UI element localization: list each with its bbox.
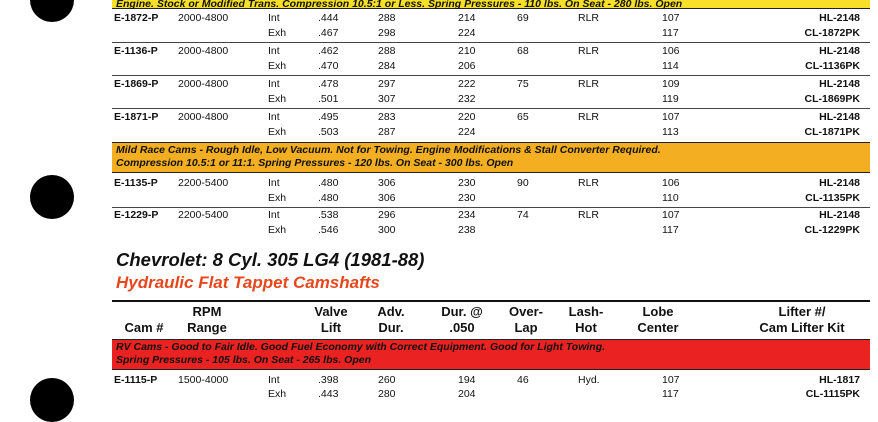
band-text: RV Cams - Good to Fair Idle. Good Fuel Economy with Correct Equipment. Good for Light Towing. [116, 341, 606, 353]
valve-label: Exh [268, 192, 287, 204]
lifter-kit: HL-2148 [819, 111, 860, 123]
valve-lift: .546 [318, 224, 339, 236]
overlap: 68 [517, 45, 529, 57]
lifter-kit: CL-1135PK [805, 192, 860, 204]
cam-number: E-1115-P [114, 374, 158, 386]
cam-number: E-1872-P [114, 12, 159, 24]
lobe-center: 113 [662, 126, 679, 138]
cam-number: E-1869-P [114, 78, 159, 90]
row-divider [112, 42, 870, 43]
rpm-range: 2200-5400 [178, 209, 229, 221]
overlap: 90 [517, 177, 529, 189]
band-text: Spring Pressures - 105 lbs. On Seat - 265 lbs. Open [116, 354, 372, 366]
header-adv-dur: Dur. [378, 320, 404, 335]
valve-lift: .398 [318, 374, 339, 386]
duration-050: 204 [458, 388, 476, 400]
overlap: 46 [517, 374, 529, 386]
lash-hot: RLR [578, 45, 600, 57]
header-lift: Lift [320, 320, 342, 335]
valve-label: Exh [268, 60, 287, 72]
header-lap: Lap [514, 320, 538, 335]
valve-lift: .501 [318, 93, 339, 105]
duration-050: 232 [458, 93, 476, 105]
row-divider [112, 75, 870, 76]
valve-label: Exh [268, 27, 287, 39]
duration-050: 210 [458, 45, 476, 57]
header-rpm: RPM [192, 304, 222, 319]
table-header [112, 300, 870, 338]
overlap: 65 [517, 111, 529, 123]
header-valve: Valve [314, 304, 348, 319]
lobe-center: 107 [662, 209, 680, 221]
lash-hot: Hyd. [578, 374, 600, 386]
valve-label: Int [268, 78, 280, 90]
header-dur-050: .050 [449, 320, 475, 335]
lifter-kit: HL-2148 [819, 45, 860, 57]
rpm-range: 2200-5400 [178, 177, 229, 189]
lobe-center: 107 [662, 374, 680, 386]
category-band-mild-race [112, 142, 870, 173]
lobe-center: 106 [662, 177, 680, 189]
lifter-kit: HL-1817 [819, 374, 860, 386]
lobe-center: 119 [662, 93, 679, 105]
valve-lift: .538 [318, 209, 339, 221]
binder-hole [30, 378, 74, 422]
header-lobe: Lobe [642, 304, 674, 319]
adv-duration: 288 [378, 12, 396, 24]
valve-label: Exh [268, 388, 287, 400]
header-center: Center [637, 320, 679, 335]
lobe-center: 109 [662, 78, 680, 90]
rpm-range: 2000-4800 [178, 111, 229, 123]
valve-label: Int [268, 45, 280, 57]
cam-number: E-1229-P [114, 209, 159, 221]
lobe-center: 107 [662, 111, 680, 123]
valve-label: Int [268, 111, 280, 123]
header-lash: Lash- [568, 304, 604, 319]
adv-duration: 300 [378, 224, 396, 236]
duration-050: 194 [458, 374, 476, 386]
table-row [112, 177, 870, 190]
adv-duration: 306 [378, 192, 396, 204]
lifter-kit: HL-2148 [819, 78, 860, 90]
band-text: Engine. Stock or Modified Trans. Compression 10.5:1 or Less. Spring Pressures - 110 lbs. On Seat - 280 lbs. Open [116, 0, 683, 10]
lobe-center: 106 [662, 45, 680, 57]
valve-label: Exh [268, 93, 287, 105]
duration-050: 230 [458, 192, 476, 204]
overlap: 75 [517, 78, 529, 90]
adv-duration: 287 [378, 126, 396, 138]
adv-duration: 284 [378, 60, 396, 72]
header-hot: Hot [575, 320, 597, 335]
lobe-center: 110 [662, 192, 679, 204]
valve-lift: .480 [318, 177, 339, 189]
lifter-kit: CL-1115PK [805, 388, 860, 400]
category-band-rv [112, 339, 870, 370]
table-row [112, 27, 870, 40]
table-row [112, 209, 870, 222]
cam-number: E-1871-P [114, 111, 159, 123]
header-lifter: Lifter #/ [778, 304, 826, 319]
overlap: 69 [517, 12, 529, 24]
header-adv: Adv. [377, 304, 405, 319]
lobe-center: 107 [662, 12, 680, 24]
lobe-center: 117 [662, 388, 679, 400]
table-row [112, 374, 870, 387]
valve-label: Int [268, 12, 280, 24]
section-subtitle: Hydraulic Flat Tappet Camshafts [116, 273, 380, 292]
cam-number: E-1135-P [114, 177, 158, 189]
lash-hot: RLR [578, 78, 600, 90]
lobe-center: 114 [662, 60, 679, 72]
table-row [112, 12, 870, 25]
binder-hole [30, 0, 74, 22]
lash-hot: RLR [578, 209, 600, 221]
adv-duration: 260 [378, 374, 396, 386]
section-title: Chevrolet: 8 Cyl. 305 LG4 (1981-88) [116, 249, 425, 270]
valve-lift: .495 [318, 111, 339, 123]
valve-lift: .443 [318, 388, 339, 400]
adv-duration: 296 [378, 209, 396, 221]
header-cam: Cam # [124, 320, 164, 335]
lobe-center: 117 [662, 27, 679, 39]
lifter-kit: HL-2148 [819, 177, 860, 189]
duration-050: 224 [458, 27, 476, 39]
lash-hot: RLR [578, 111, 600, 123]
valve-lift: .467 [318, 27, 339, 39]
table-row [112, 111, 870, 124]
adv-duration: 306 [378, 177, 396, 189]
duration-050: 234 [458, 209, 476, 221]
table-row [112, 126, 870, 139]
band-text: Compression 10.5:1 or 11:1. Spring Pressures - 120 lbs. On Seat - 300 lbs. Open [116, 157, 514, 169]
adv-duration: 280 [378, 388, 396, 400]
rpm-range: 2000-4800 [178, 78, 229, 90]
lifter-kit: CL-1136PK [805, 60, 860, 72]
valve-lift: .478 [318, 78, 339, 90]
header-dur: Dur. @ [441, 304, 483, 319]
valve-label: Exh [268, 224, 287, 236]
valve-lift: .444 [318, 12, 339, 24]
header-lifter-kit: Cam Lifter Kit [759, 320, 845, 335]
header-overlap: Over- [509, 304, 543, 319]
table-row [112, 93, 870, 106]
duration-050: 238 [458, 224, 476, 236]
rpm-range: 2000-4800 [178, 45, 229, 57]
duration-050: 220 [458, 111, 476, 123]
valve-lift: .503 [318, 126, 339, 138]
valve-lift: .470 [318, 60, 339, 72]
duration-050: 230 [458, 177, 476, 189]
duration-050: 224 [458, 126, 476, 138]
band-text: Mild Race Cams - Rough Idle, Low Vacuum. Not for Towing. Engine Modifications & Stall Converter Required. [116, 144, 661, 156]
table-row [112, 224, 870, 237]
duration-050: 206 [458, 60, 476, 72]
binder-hole [30, 175, 74, 219]
valve-label: Int [268, 209, 280, 221]
valve-lift: .462 [318, 45, 339, 57]
valve-label: Exh [268, 126, 287, 138]
table-row [112, 60, 870, 73]
valve-lift: .480 [318, 192, 339, 204]
cam-number: E-1136-P [114, 45, 158, 57]
table-row [112, 78, 870, 91]
lifter-kit: CL-1872PK [804, 27, 860, 39]
valve-label: Int [268, 177, 280, 189]
adv-duration: 307 [378, 93, 396, 105]
rpm-range: 1500-4000 [178, 374, 229, 386]
lash-hot: RLR [578, 12, 600, 24]
lifter-kit: HL-2148 [819, 12, 860, 24]
table-row [112, 45, 870, 58]
row-divider [112, 108, 870, 109]
lifter-kit: CL-1229PK [804, 224, 860, 236]
lifter-kit: HL-2148 [819, 209, 860, 221]
table-row [112, 388, 870, 401]
lifter-kit: CL-1871PK [804, 126, 860, 138]
adv-duration: 283 [378, 111, 396, 123]
adv-duration: 288 [378, 45, 396, 57]
header-range: Range [187, 320, 227, 335]
duration-050: 214 [458, 12, 476, 24]
lifter-kit: CL-1869PK [804, 93, 860, 105]
table-row [112, 192, 870, 205]
lobe-center: 117 [662, 224, 679, 236]
duration-050: 222 [458, 78, 476, 90]
rpm-range: 2000-4800 [178, 12, 229, 24]
category-band-street [112, 0, 870, 9]
row-divider [112, 207, 870, 208]
overlap: 74 [517, 209, 529, 221]
adv-duration: 298 [378, 27, 396, 39]
adv-duration: 297 [378, 78, 396, 90]
lash-hot: RLR [578, 177, 600, 189]
valve-label: Int [268, 374, 280, 386]
